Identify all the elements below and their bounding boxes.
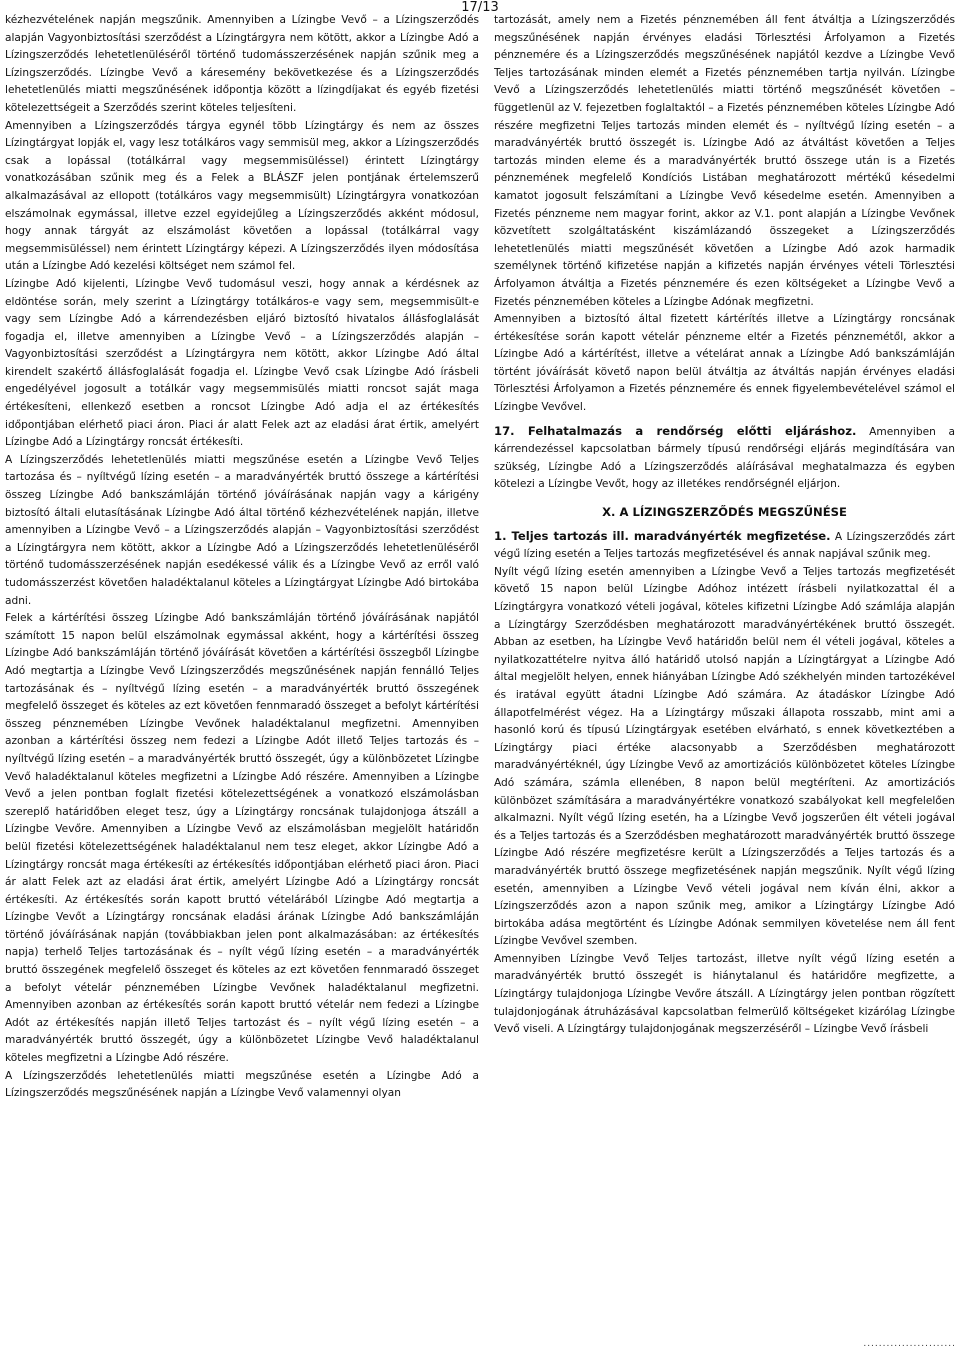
page-number: 17/13 [461, 0, 499, 15]
paragraph: Amennyiben a Lízingszerződés tárgya egynél több Lízingtárgy és nem az összes Lízingtárgyat lopják el, vagy lesz totálkáros vagy semmisül meg, akkor a Lízingszerződés csak a lopással (totálkárral vagy megsemmisüléssel) érintett Lízingtárgy vonatkozásában szűnik meg és a Felek a BLÁSZF jelen pontjának értelemszerű alkalmazásával az ellopott (totálkáros vagy megsemmisült) Lízingtárgyra vonatkozóan elszámolnak egymással, illetve ezzel egyidejűleg a Lízingszerződés akként módosul, hogy annak tárgyát az elszámolást követően a lopással (totálkárral vagy megsemmisüléssel) nem érintett Lízingtárgy képezi. A Lízingszerződés ilyen módosítása után a Lízingbe Adó kezelési költséget nem számol fel. [5, 119, 479, 273]
paragraph: A Lízingszerződés lehetetlenülés miatti megszűnése esetén a Lízingbe Vevő Teljes tartozása és – nyíltvégű lízing esetén – a maradványérték bruttó összege a kártérítési összeg Lízingbe Adó bankszámláján történő jóváírásának napján vagy a kárigény biztosító általi elutasításának Lízingbe Adó által történő kézhezvételének napján, illetve amennyiben a Lízingbe Vevő – a Lízingszerződés alapján – Vagyonbiztosítási szerződést a Lízingtárgyra nem kötött, akkor a Lízingbe Adó a Lízingszerződés lehetetlenüléséről történő tudomásszerzésének napján esedékessé válik és a Lízingbe Vevő az erről való tudomásszerzést követően haladéktalanul köteles a Lízingtárgyat Lízingbe Adó birtokába adni. [5, 453, 479, 607]
right-column [494, 12, 955, 1342]
section-17-text: Amennyiben a kárrendezéssel kapcsolatban bármely típusú rendőrségi eljárás megindítására van szükség, Lízingbe Adó a Lízingszerződés aláírásával meghatalmazza és egyben kötelezi a Lízingbe Vevőt, hogy az illetékes rendőrségnél eljárjon. [494, 425, 955, 491]
section-17-paragraph [494, 423, 955, 494]
paragraph: A Lízingszerződés lehetetlenülés miatti megszűnése esetén a Lízingbe Adó a Lízingszerződés megszűnésének napján a Lízingbe Vevő valamennyi olyan [5, 1069, 479, 1100]
paragraph: Nyílt végű lízing esetén amennyiben a Lízingbe Vevő a Teljes tartozás megfizetését követő 15 napon belül Lízingbe Adóhoz intézett írásbeli nyilatkozattal él a Lízingtárgyra vonatkozó vételi jogával, köteles kifizetni Lízingbe Adó számlája alapján a Lízingtárgy Szerződésben meghatározott maradványértékének bruttó összegét. Abban az esetben, ha Lízingbe Vevő határidőn belül nem él vételi jogával, köteles a nyilatkozattételre nyitva álló határidő utolsó napján a Lízingtárgyat a Lízingbe Adó által megjelölt helyen, ennek hiányában Lízingbe Adó székhelyén minden tartozékével és iratával együtt átadni Lízingbe Adó számára. Az átadáskor Lízingbe Adó állapotfelmérést végez. Ha a Lízingtárgy műszaki állapota rosszabb, mint ami a hasonló korú és típusú Lízingtárgyak esetében elvárható, s ennek következtében a Lízingtárgy piaci értéke alacsonyabb a Szerződésben meghatározott maradványértéknél, úgy Lízingbe Vevő az amortizációs különbözetet köteles Lízingbe Adó számára, számla ellenében, 8 napon belül megtéríteni. Az amortizációs különbözet számítására a maradványértékre vonatkozó szabályokat kell megfelelően alkalmazni. Nyílt végű lízing esetén, ha a Lízingbe Vevő jogszerűen élt vételi jogával és a Teljes tartozás és a Szerződésben meghatározott maradványérték bruttó összege Lízingbe Adó részére megfizetésre került a Lízingszerződés a Teljes tartozás és a maradványérték bruttó összege megfizetésének napján megszűnik. Nyílt végű lízing esetén, amennyiben a Lízingbe Vevő vételi jogával nem kíván élni, akkor a Lízingszerződés azon a napon szűnik meg, amikor a Lízingtárgy Lízingbe Adó birtokába adása megtörtént és Lízingbe Adónak semmilyen követelése nem áll fent Lízingbe Vevővel szemben. [494, 565, 955, 948]
paragraph: Lízingbe Adó kijelenti, Lízingbe Vevő tudomásul veszi, hogy annak a kérdésnek az eldöntése során, mely szerint a Lízingtárgy totálkáros-e vagy sem, megsemmisült-e vagy sem Lízingbe Adó a kárrendezésben eljáró biztosító hivatalos állásfoglalását fogadja el, illetve amennyiben a Lízingbe Vevő – a Lízingszerződés alapján – Vagyonbiztosítási szerződést a Lízingtárgyra nem kötött, akkor Lízingbe Adó által kirendelt szakértő állásfoglalását fogadja el. Lízingbe Vevő csak Lízingbe Adó írásbeli engedélyével jogosult a totálkár vagy megsemmisülés miatti roncsot saját maga értékesíteni, ellenkező esetben a roncsot Lízingbe Adó adja el az értékesítés időpontjában elérhető piaci áron. Piaci ár alatt Felek azt az eladási árat értik, amelyért Lízingbe Adó a Lízingtárgy roncsát értékesíti. [5, 277, 479, 449]
chapter-title: X. A LÍZINGSZERZŐDÉS MEGSZŰNÉSE [602, 505, 847, 520]
paragraph: Felek a kártérítési összeg Lízingbe Adó bankszámláján történő jóváírásának napjától számított 15 napon belül elszámolnak egymással akként, hogy a kártérítési összeg Lízingbe Adó bankszámláján történő jóváírását követően a kártérítési összegből Lízingbe Adó megtartja a Lízingbe Vevő Lízingszerződés megszűnésének napján fennálló Teljes tartozásának és – nyíltvégű lízing esetén – a maradványérték bruttó összegének megfelelő összeget és köteles az ezt követően fennmaradó összeget a befolyt kártérítési összeg pénznemében Lízingbe Vevőnek haladéktalanul megfizetni. Amennyiben azonban a kártérítési összeg nem fedezi a Lízingbe Adót illető Teljes tartozás és – nyíltvégű lízing esetén – a maradványérték bruttó összegét, úgy a különbözetet Lízingbe Vevő haladéktalanul köteles megfizetni a Lízingbe Adó részére. Amennyiben a Lízingbe Vevő a jelen pontban foglalt fizetési kötelezettségének a vonatkozó elszámolásban szereplő határidőben eleget tesz, úgy a Lízingtárgy roncsának tulajdonjoga átszáll a Lízingbe Vevőre. Amennyiben a Lízingbe Vevő az elszámolásban megjelölt határidőn belül fizetési kötelezettségének haladéktalanul nem tesz eleget, akkor Lízingbe Adó a Lízingtárgy roncsát maga értékesíti az értékesítés időpontjában elérhető piaci áron. Piaci ár alatt Felek azt az eladási árat értik, amelyért Lízingbe Adó a Lízingtárgy roncsát értékesíti. Az értékesítés során kapott bruttó vételárából Lízingbe Adó megtartja a Lízingbe Vevőt a Lízingtárgy roncsának eladási árának Lízingbe Adó bankszámláján történő jóváírásának napján (továbbiakban jelen pont alkalmazásában: az értékesítés napja) terhelő Teljes tartozásának és – nyílt végű lízing esetén – a maradványérték bruttó összegének megfelelő összeget és köteles az ezt követően fennmaradó összeget a befolyt vételár pénznemében Lízingbe Vevőnek haladéktalanul megfizetni. Amennyiben azonban az értékesítés során kapott bruttó vételár nem fedezi a Lízingbe Adót az értékesítés napján illető Teljes tartozást és – nyílt végű lízing esetén – a maradványérték bruttó összegét, úgy a különbözetet Lízingbe Vevő haladéktalanul köteles megfizetni a Lízingbe Adó részére. [5, 612, 479, 1065]
paragraph: Amennyiben a biztosító által fizetett kártérítés illetve a Lízingtárgy roncsának értékesítése során kapott vételár pénzneme eltér a Fizetés pénznemétől, akkor a Lízingbe Adó a kártérítést, illetve a vételárat annak a Lízingbe Adó bankszámláján történt jóváírását követő napon belül átváltja az átváltás napján érvényes eladási Törlesztési Árfolyamon a Fizetés pénznemére és ennek figyelembevételével számol el Lízingbe Vevővel. [494, 313, 955, 414]
paragraph: Amennyiben Lízingbe Vevő Teljes tartozást, illetve nyílt végű lízing esetén a maradványérték bruttó összegét is hiánytalanul és határidőre megfizette, a Lízingtárgy tulajdonjoga Lízingbe Vevőre átszáll. A Lízingtárgy jelen pontban rögzített tulajdonjogának átruházásával kapcsolatban felmerülő költségeket kizárólag Lízingbe Vevő viseli. A Lízingtárgy tulajdonjogának megszerzéséről – Lízingbe Vevő írásbeli [494, 952, 955, 1036]
left-column [5, 12, 479, 1342]
section-17-heading: 17. Felhatalmazás a rendőrség előtti eljáráshoz. [494, 423, 857, 438]
section-1-paragraph [494, 528, 955, 564]
section-1-heading: 1. Teljes tartozás ill. maradványérték megfizetése. [494, 528, 831, 543]
paragraph: tartozását, amely nem a Fizetés pénznemében áll fent átváltja a Lízingszerződés megszűnésének napján érvényes eladási Törlesztési Árfolyamon a Fizetés pénznemére és a Lízingszerződés megszűnésének napjától kezdve a Lízingbe Vevő Teljes tartozásának minden elemét a Fizetés pénznemében tartja nyilván. Lízingbe Vevő a Lízingszerződés lehetetlenülés miatti történő megszűnését követően – függetlenül az V. fejezetben foglaltaktól – a Fizetés pénznemében köteles Lízingbe Adó részére megfizetni Teljes tartozás minden elemét és – nyíltvégű lízing esetén – a maradványérték bruttó összegét is. Lízingbe Adó az átváltást követően a Teljes tartozás minden eleme és a maradványérték bruttó összege után is a Fizetés pénznemének megfelelő Kondíciós Listában meghatározott mértékű késedelmi kamatot jogosult felszámítani a Lízingbe Vevő késedelme esetén. Amennyiben a Fizetés pénzneme nem magyar forint, akkor az V.1. pont alapján a Lízingbe Vevőnek közvetített szolgáltatásként kiszámlázandó összegeket a Lízingszerződés lehetetlenülés miatti megszűnését követően a Lízingbe Adó azok harmadik személynek történő kifizetése napján a kifizetés napján érvényes vételi Törlesztési Árfolyamon átváltja a Fizetés pénznemére és ezen költségeket a Lízingbe Vevő a Fizetés pénznemében köteles a Lízingbe Adónak megfizetni. [494, 14, 955, 308]
paragraph: kézhezvételének napján megszűnik. Amennyiben a Lízingbe Vevő – a Lízingszerződés alapján Vagyonbiztosítási szerződést a Lízingtárgyra nem kötött, akkor a Lízingbe Adó a Lízingszerződés lehetetlenüléséről történő tudomásszerzésének napján szűnik meg a Lízingszerződés. Lízingbe Vevő a káresemény bekövetkezése és a Lízingszerződés lehetetlenülés miatti megszűnésének időpontja között a lízingdíjakat és egyéb fizetési kötelezettségeit a Szerződés szerint köteles teljesíteni. [5, 14, 479, 114]
signature-line: ........................ [863, 1339, 956, 1349]
section-1-text: A Lízingszerződés zárt végű lízing esetén a Teljes tartozás megfizetésével és annak napjával szűnik meg. [494, 530, 955, 561]
